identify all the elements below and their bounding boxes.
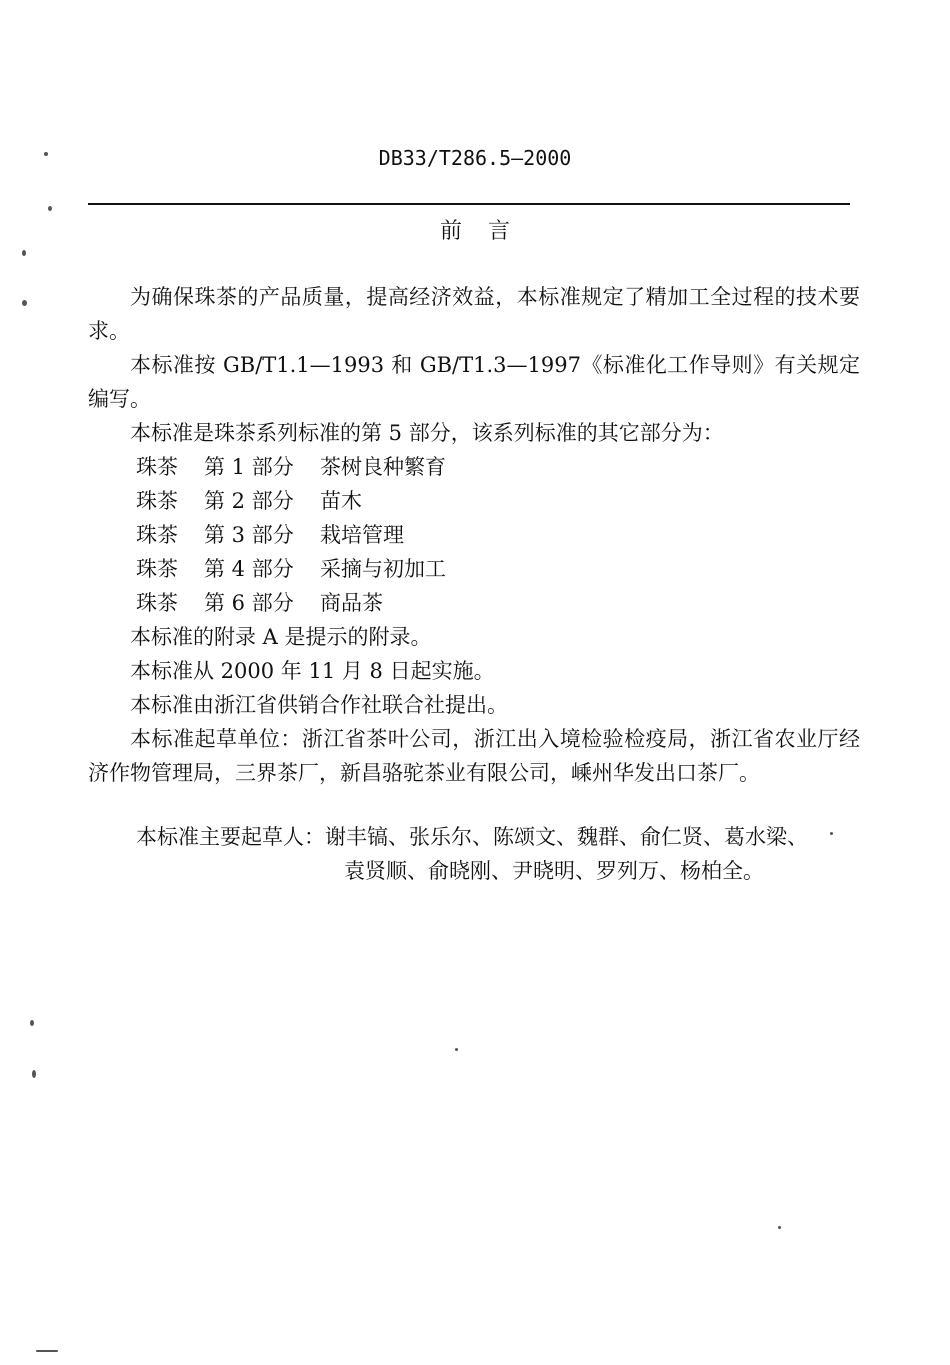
series-part-item [88, 552, 860, 586]
scan-speck [22, 300, 27, 306]
section-title: 前言 [439, 219, 536, 244]
scan-speck [32, 1070, 36, 1078]
scan-speck [36, 1350, 58, 1352]
scan-speck [30, 1020, 34, 1026]
series-part-number: 第 1 部分 [204, 455, 294, 479]
series-part-number: 第 6 部分 [204, 591, 294, 615]
series-name: 珠茶 [136, 557, 178, 581]
paragraph-series: 本标准是珠茶系列标准的第 5 部分，该系列标准的其它部分为： [130, 421, 724, 445]
document-body [88, 280, 860, 888]
series-part-item [88, 586, 860, 620]
series-part-title: 茶树良种繁育 [320, 455, 446, 479]
scan-speck [44, 152, 48, 156]
series-part-title: 苗木 [320, 489, 362, 513]
drafters-names-line2: 袁贤顺、俞晓刚、尹晓明、罗列万、杨柏全。 [344, 859, 764, 883]
series-part-title: 采摘与初加工 [320, 557, 446, 581]
paragraph-appendix: 本标准的附录 A 是提示的附录。 [130, 625, 432, 649]
series-part-title: 商品茶 [320, 591, 383, 615]
paragraph-purpose: 为确保珠茶的产品质量，提高经济效益，本标准规定了精加工全过程的技术要求。 [88, 285, 860, 343]
scan-speck [778, 1226, 781, 1229]
paragraph-basis: 本标准按 GB/T1.1—1993 和 GB/T1.3—1997《标准化工作导则》有关规定编写。 [88, 353, 860, 411]
series-part-number: 第 2 部分 [204, 489, 294, 513]
scan-speck [455, 1048, 458, 1051]
paragraph-drafting-units: 本标准起草单位：浙江省茶叶公司，浙江出入境检验检疫局，浙江省农业厅经济作物管理局，三界茶厂，新昌骆驼茶业有限公司，嵊州华发出口茶厂。 [88, 727, 860, 785]
series-part-item [88, 518, 860, 552]
spacer [88, 790, 860, 820]
standard-code: DB33/T286.5—2000 [378, 146, 572, 170]
series-part-item [88, 484, 860, 518]
scan-speck [830, 832, 833, 835]
header-divider [88, 203, 850, 205]
drafters-block [88, 820, 860, 888]
series-part-title: 栽培管理 [320, 523, 404, 547]
series-name: 珠茶 [136, 523, 178, 547]
series-name: 珠茶 [136, 591, 178, 615]
scan-speck [48, 206, 52, 211]
series-name: 珠茶 [136, 489, 178, 513]
paragraph-effective-date: 本标准从 2000 年 11 月 8 日起实施。 [130, 659, 495, 683]
scan-speck [22, 250, 26, 256]
drafters-names-line1: 谢丰镐、张乐尔、陈颂文、魏群、俞仁贤、葛水梁、 [325, 825, 808, 849]
paragraph-proposer: 本标准由浙江省供销合作社联合社提出。 [130, 693, 508, 717]
series-name: 珠茶 [136, 455, 178, 479]
series-part-number: 第 3 部分 [204, 523, 294, 547]
series-part-item [88, 450, 860, 484]
series-part-number: 第 4 部分 [204, 557, 294, 581]
drafters-label: 本标准主要起草人： [136, 825, 325, 849]
